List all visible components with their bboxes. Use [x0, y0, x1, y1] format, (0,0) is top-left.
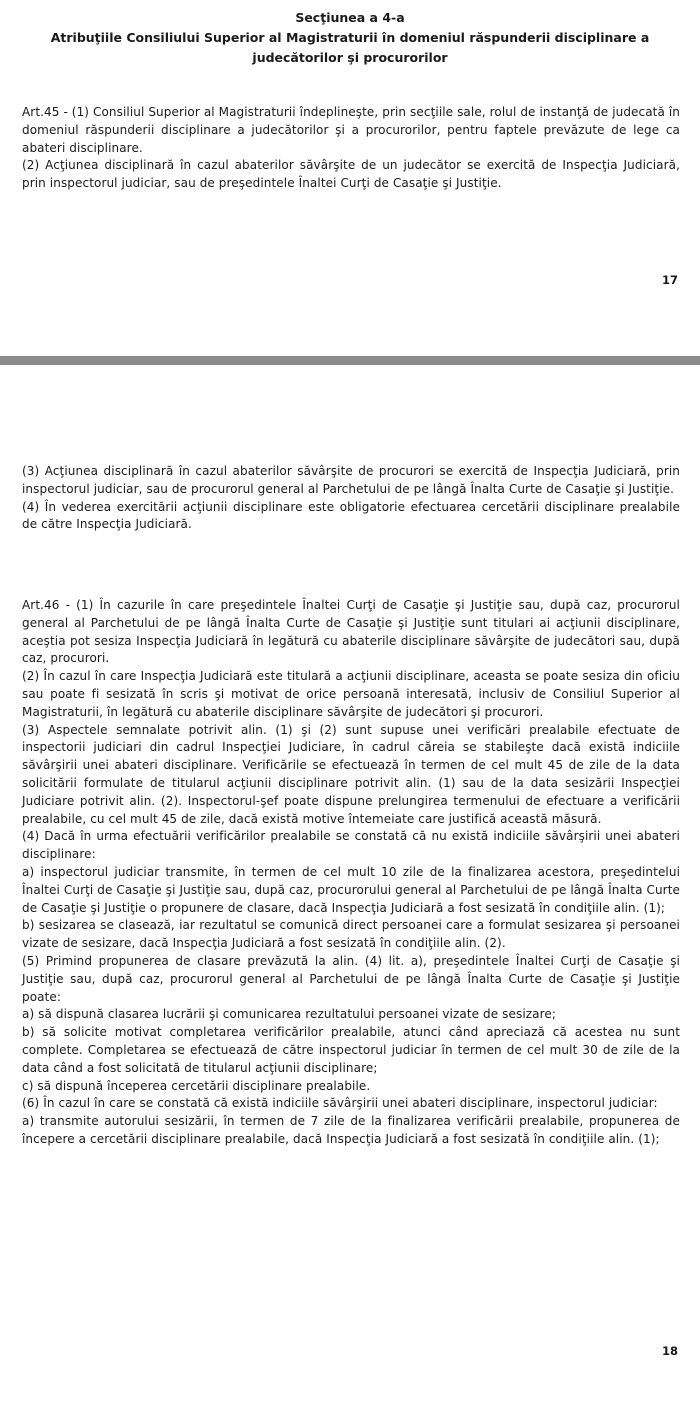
article-45-text [22, 104, 680, 193]
paragraph: (4) În vederea exercitării acţiunii disciplinare este obligatorie efectuarea cercetării disciplinare prealabile de către Inspecţia Judiciară. [22, 499, 680, 532]
paragraph: a) inspectorul judiciar transmite, în termen de cel mult 10 zile de la finalizarea acestora, preşedintelui Înaltei Curţi de Casaţie şi Justiţie sau, după caz, procurorului general al Parchetului de pe lângă Înalta Curte de Casaţie şi Justiţie o propunere de clasare, dacă Inspecţia Judiciară a fost sesizată în condiţiile alin. (1); [22, 864, 680, 915]
paragraph: b) sesizarea se clasează, iar rezultatul se comunică direct persoanei care a formulat sesizarea şi persoanei vizate de sesizare, dacă Inspecţia Judiciară a fost sesizată în condiţiile alin. (2). [22, 918, 680, 951]
document-page-18 [0, 365, 700, 1403]
section-heading-line: judecătorilor şi procurorilor [252, 50, 448, 65]
paragraph: (6) În cazul în care se constată că există indiciile săvârşirii unei abateri disciplinare, inspectorul judiciar: [22, 1096, 658, 1111]
paragraph: (4) Dacă în urma efectuării verificărilor prealabile se constată că nu există indiciile săvârşirii unei abateri disciplinare: [22, 829, 680, 862]
document-page-17 [0, 0, 700, 356]
paragraph: (2) În cazul în care Inspecţia Judiciară este titulară a acţiunii disciplinare, aceasta se poate sesiza din oficiu sau poate fi sesizată în scris şi motivat de orice persoană interesată, inclusiv de Consiliul Superior al Magistraturii, în legătură cu abaterile disciplinare săvârşite de judecători şi procurori. [22, 669, 680, 719]
paragraph: (3) Aspectele semnalate potrivit alin. (1) şi (2) sunt supuse unei verificări prealabile efectuate de inspectorii judiciari din cadrul Inspecţiei Judiciare, în cadrul căreia se stabileşte dacă există indiciile săvârşirii unei abateri disciplinare. Verificările se efectuează în termen de cel mult 45 de zile de la data solicitării formulate de titularul acţiunii disciplinare potrivit alin. (1) sau de la data sesizării Inspecţiei Judiciare potrivit alin. (2). Inspectorul-şef poate dispune prelungirea termenului de efectuare a verificării prealabile, cu cel mult 45 de zile, dacă există motive întemeiate care justifică această măsură. [22, 722, 680, 826]
section-heading [20, 8, 680, 68]
page-separator [0, 356, 700, 365]
paragraph: b) să solicite motivat completarea verificărilor prealabile, atunci când apreciază că acestea nu sunt complete. Completarea se efectuează de către inspectorul judiciar în termen de cel mult 30 de zile de la data când a fost solicitată de titularul acţiunii disciplinare; [22, 1025, 680, 1075]
paragraph: Art.45 - (1) Consiliul Superior al Magistraturii îndeplineşte, prin secţiile sale, rolul de instanţă de judecată în domeniul răspunderii disciplinare a judecătorilor şi a procurorilor, pentru faptele prevăzute de lege ca abateri disciplinare. [22, 105, 680, 155]
page-number: 18 [661, 1344, 678, 1358]
paragraph: (2) Acţiunea disciplinară în cazul abaterilor săvârşite de un judecător se exercită de Inspecţia Judiciară, prin inspectorul judiciar, sau de preşedintele Înaltei Curţi de Casaţie şi Justiţie. [22, 158, 680, 191]
paragraph: (3) Acţiunea disciplinară în cazul abaterilor săvârşite de procurori se exercită de Inspecţia Judiciară, prin inspectorul judiciar, sau de procurorul general al Parchetului de pe lângă Înalta Curte de Casaţie şi Justiţie. [22, 464, 680, 496]
article-45-continued [22, 463, 680, 534]
paragraph: (5) Primind propunerea de clasare prevăzută la alin. (4) lit. a), preşedintele Înaltei Curţi de Casaţie şi Justiţie sau, după caz, procurorul general al Parchetului de pe lângă Înalta Curte de Casaţie şi Justiţie poate: [22, 953, 680, 1004]
paragraph: a) să dispună clasarea lucrării şi comunicarea rezultatului persoanei vizate de sesizare; [22, 1007, 557, 1022]
page-number: 17 [661, 273, 678, 287]
paragraph: Art.46 - (1) În cazurile în care preşedintele Înaltei Curţi de Casaţie şi Justiţie sau, după caz, procurorul general al Parchetului de pe lângă Înalta Curte de Casaţie şi Justiţie sunt titulari ai acţiunii disciplinare, aceştia pot sesiza Inspecţia Judiciară în legătură cu abaterile disciplinare săvârşite de judecători sau, după caz, procurori. [22, 598, 680, 666]
article-46-text [22, 597, 680, 1149]
paragraph: c) să dispună începerea cercetării disciplinare prealabile. [22, 1078, 371, 1093]
section-heading-line: Secţiunea a 4-a [295, 10, 405, 25]
section-heading-line: Atribuţiile Consiliului Superior al Magistraturii în domeniul răspunderii disciplinare a [50, 30, 650, 45]
paragraph: a) transmite autorului sesizării, în termen de 7 zile de la finalizarea verificării prealabile, propunerea de începere a cercetării disciplinare prealabile, dacă Inspecţia Judiciară a fost sesizată în condiţiile alin. (1); [22, 1114, 680, 1146]
